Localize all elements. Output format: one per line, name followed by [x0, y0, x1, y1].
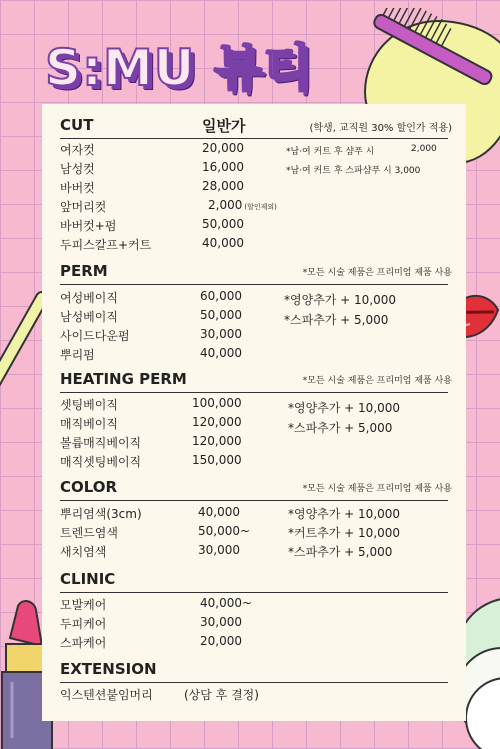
cut-extra-spa: *남·여 커트 후 스파샴푸 시 3,000	[286, 166, 421, 176]
heating-perm-section-title: HEATING PERM	[60, 370, 187, 388]
perm-extra: *영양추가 + 10,000	[284, 293, 397, 307]
price-note: (학생, 교직원 30% 할인가 적용)	[309, 123, 452, 134]
color-section-header	[60, 478, 452, 500]
color-section-title: COLOR	[60, 478, 118, 496]
comb-icon	[340, 8, 500, 118]
perm-extra: *스파추가 + 5,000	[284, 313, 389, 327]
extension-divider	[60, 682, 448, 683]
clinic-section-header	[60, 570, 452, 592]
color-divider	[60, 500, 448, 501]
heating-perm-section-note: *모든 시술 제품은 프리미엄 제품 사용	[302, 376, 452, 386]
cut-section-title: CUT	[60, 116, 94, 134]
heating-perm-section-header	[60, 370, 452, 392]
cut-extra-shampoo: *남·여 커트 후 샴푸 시 2,000	[286, 144, 437, 157]
color-section-note: *모든 시술 제품은 프리미엄 제품 사용	[302, 484, 452, 494]
color-extra: *스파추가 + 5,000	[288, 545, 393, 559]
heating-perm-extra: *영양추가 + 10,000	[288, 401, 401, 415]
extension-section-header	[60, 660, 452, 682]
price-label: 일반가	[202, 117, 246, 135]
perm-section-title: PERM	[60, 262, 108, 280]
color-extra: *영양추가 + 10,000	[288, 507, 401, 521]
clinic-divider	[60, 592, 448, 593]
heating-perm-divider	[60, 392, 448, 393]
cut-divider	[60, 138, 448, 139]
clinic-section-title: CLINIC	[60, 570, 116, 588]
heating-perm-extra: *스파추가 + 5,000	[288, 421, 393, 435]
perm-section-header	[60, 262, 452, 284]
color-extra: *커트추가 + 10,000	[288, 526, 401, 540]
extension-section-title: EXTENSION	[60, 660, 157, 678]
page-title: S:MU 뷰티	[45, 39, 313, 97]
stick-decoration	[0, 290, 42, 400]
perm-section-note: *모든 시술 제품은 프리미엄 제품 사용	[302, 268, 452, 278]
menu-card: CUT 일반가 (학생, 교직원 30% 할인가 적용) 여자컷 20,000 남성컷 16,000 바버컷 28,000 앞머리컷 2,000 (할인제외) 바버컷+펌 50,000 두피스칼프+커트 40,000 *남·여 커트 후 샴푸 시 2,000 *남·여 커트 후 스파샴푸 시 3,000 PERM *모든 시술 제품은 프리미엄 제품 사용 여성베이직 60,000 남성베이직 50,000 사이드다운펌 30,000 뿌리펌 40,000 *영양추가 + 10,000 *스파추가 + 5,000 HEATING PERM *모든 시술 제품은 프리미엄 제품 사용 셋팅베이직 100,000 매직베이직 120,000 볼륨매직베이직 120,000 매직셋팅베이직 150,000 *영양추가 + 10,000 *스파추가 + 5,000 COLOR *모든 시술 제품은 프리미엄 제품 사용 뿌리염색(3cm) 40,000 트렌드염색 50,000~ 새치염색 30,000 *영양추가 + 10,000 *커트추가 + 10,000 *스파추가 + 5,000 CLINIC 모발케어 40,000~ 두피케어 30,000 스파케어 20,000 EXTENSION 익스텐션붙임머리 (상담 후 결정)	[42, 104, 466, 721]
perm-divider	[60, 284, 448, 285]
cut-section-header	[60, 116, 452, 138]
